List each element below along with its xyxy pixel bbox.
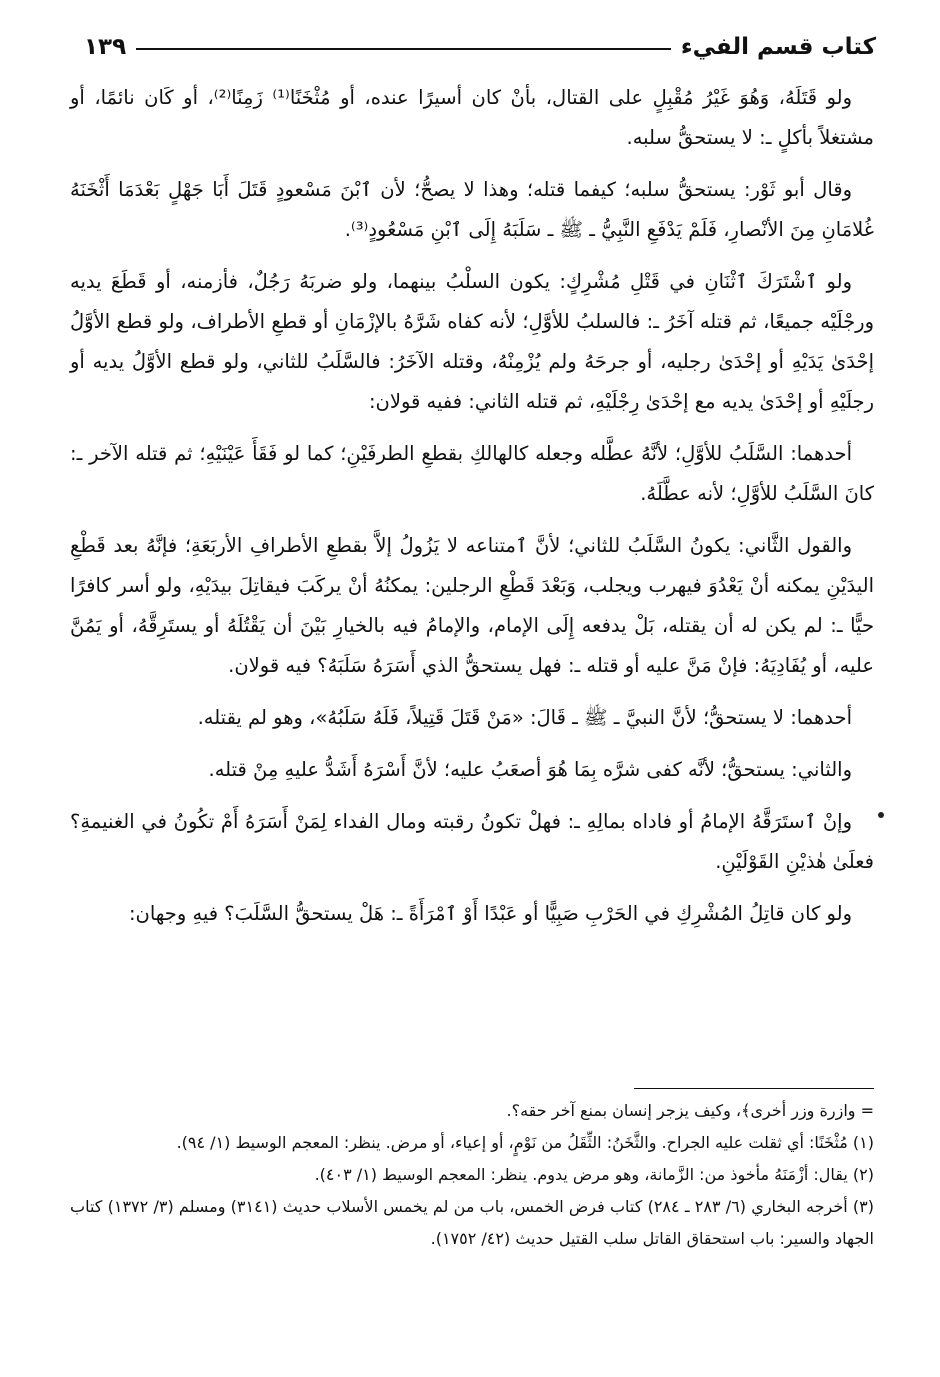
header-rule: [136, 48, 671, 50]
paragraph: والقول الثَّاني: يكونُ السَّلَبُ للثاني؛ لأنَّ ٱمتناعه لا يَزُولُ إلاَّ بقطعِ الأطرافِ الأربَعَةِ؛ فإنَّهُ بعد قَطْعِ اليدَيْنِ يمكنه أنْ يَعْدُوَ فيهرب ويجلب، وَبَعْدَ قَطْعِ الرجلين: يمكنُهُ أنْ يركَبَ فيقاتِلَ بيدَيْهِ، ولو أسر كافرًا حيًّا ـ: لم يكن له أن يقتله، بَلْ يدفعه إِلَى الإمام، والإمامُ فيه بالخيارِ بَيْنَ أن يَقْتُلَهُ أو يستَرِقَّهُ، أو يَمُنَّ عليه، أو يُفَادِيَهُ: فإنْ مَنَّ عليه أو قتله ـ: فهل يستحقُّ الذي أَسَرَهُ سَلَبَهُ؟ فيه قولان.: [70, 534, 874, 677]
footnote: (١) مُثْخَنًا: أي ثقلت عليه الجراح. والثَّخَنُ: الثِّقَلُ من نَوْمٍ، أو إعياء، أو مرض. ينظر: المعجم الوسيط (١/ ٩٤).: [176, 1133, 874, 1152]
page-number: ١٣٩: [84, 34, 127, 60]
footnote-rule: [634, 1088, 874, 1089]
main-text: [70, 78, 874, 946]
margin-dot: [878, 812, 884, 818]
paragraph: ولو قَتَلَهُ، وَهُوَ غَيْرُ مُقْبِلٍ على القتال، بأنْ كان أسيرًا عنده، أو مُثْخَنًا⁽¹⁾ زَمِنًا⁽²⁾، أو كَان نائمًا، أو مشتغلاً بأكلٍ ـ: لا يستحقُّ سلبه.: [70, 86, 874, 149]
paragraph: وقال أبو ثَوْر: يستحقُّ سلبه؛ كيفما قتله؛ وهذا لا يصحُّ؛ لأن ٱبْنَ مَسْعودٍ قَتَلَ أَبَا جَهْلٍ بَعْدَمَا أَثْخَنَهُ غُلامَانِ مِنَ الأنْصارِ، فَلَمْ يَدْفَعِ النَّبِيُّ ـ ﷺ ـ سَلَبَهُ إِلَى ٱبْنِ مَسْعُودٍ⁽³⁾.: [70, 178, 874, 241]
chapter-title: كتاب قسم الفيء: [680, 34, 876, 60]
footnote: = وازرة وزر أخرى﴾، وكيف يزجر إنسان بمنع آخر حقه؟.: [506, 1101, 874, 1120]
paragraph: أحدهما: لا يستحقُّ؛ لأنَّ النبيَّ ـ ﷺ ـ قَالَ: «مَنْ قَتَلَ قَتِيلاً، فَلَهُ سَلَبُهُ»، وهو لم يقتله.: [197, 706, 852, 729]
paragraph: ولو ٱشْتَرَكَ ٱثْنَانِ في قَتْلِ مُشْرِكٍ: يكون السلْبُ بينهما، ولو ضربَهُ رَجُلٌ، فأزمنه، أو قَطَعَ يديه ورجْلَيْه جميعًا، ثم قتله آخَرُ ـ: فالسلبُ للأوَّلِ؛ لأنه كفاه شَرَّهُ بالإزْمَانِ أو قطعِ الأطراف، ولو قطع الأوَّلُ إحْدَىٰ يَدَيْهِ أو إحْدَىٰ رجليه، أو جرحَهُ ولم يُزْمِنْهُ، وقتله الآخَرُ: فالسَّلَبُ للثاني، ولو قطع الأوَّلُ يديه أو رجلَيْهِ أو إحْدَىٰ يديه مع إحْدَىٰ رِجْلَيْهِ، ثم قتله الثاني: ففيه قولان:: [70, 270, 874, 413]
footnote: (٢) يقال: أزْمَنَهُ مأخوذ من: الزَّمانة، وهو مرض يدوم. ينظر: المعجم الوسيط (١/ ٤٠٣).: [314, 1165, 874, 1184]
footnote: (٣) أخرجه البخاري (٦/ ٢٨٣ ـ ٢٨٤) كتاب فرض الخمس، باب من لم يخمس الأسلاب حديث (٣١٤١) ومسلم (٣/ ١٣٧٢) كتاب الجهاد والسير: باب استحقاق القاتل سلب القتيل حديث (٤٢/ ١٧٥٢).: [70, 1197, 874, 1248]
paragraph: وإنْ ٱستَرَقَّهُ الإمامُ أو فاداه بمالِهِ ـ: فهلْ تكونُ رقبته ومال الفداء لِمَنْ أَسَرَهُ أَمْ تكُونُ في الغنيمةِ؟ فعلَىٰ هٰذيْنِ القَوْلَيْنِ.: [70, 810, 874, 873]
footnotes: [70, 1088, 874, 1255]
paragraph: ولو كان قاتِلُ المُشْرِكِ في الحَرْبِ صَبِيًّا أو عَبْدًا أَوْ ٱمْرَأَةً ـ: هَلْ يستحقُّ السَّلَبَ؟ فيهِ وجهان:: [128, 902, 852, 925]
paragraph: والثاني: يستحقُّ؛ لأنَّه كفى شرَّه بِمَا هُوَ أصعَبُ عليه؛ لأنَّ أَسْرَهُ أَشَدُّ عليهِ مِنْ قتله.: [208, 758, 852, 781]
paragraph: أحدهما: السَّلَبُ للأوَّلِ؛ لأنَّهُ عطَّله وجعله كالهالكِ بقطعِ الطرفَيْنِ؛ كما لو فَقَأَ عَيْنَيْهِ؛ ثم قتله الآخر ـ: كانَ السَّلَبُ للأوَّلِ؛ لأنه عطَّلَهُ.: [70, 442, 874, 505]
running-header: [84, 30, 876, 64]
